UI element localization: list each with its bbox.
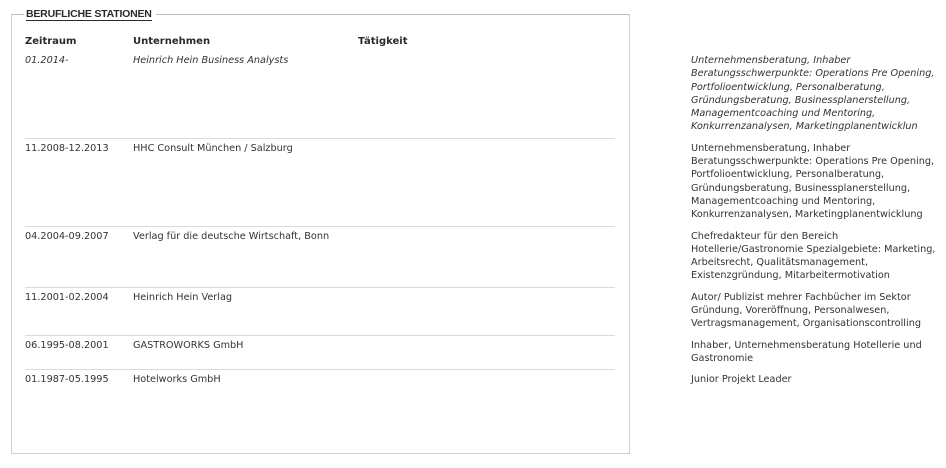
career-table	[25, 51, 936, 391]
table-row	[25, 51, 935, 139]
row-activity: Unternehmensberatung, Inhaber Beratungsschwerpunkte: Operations Pre Opening, Portfolioentwicklung, Personalberatung, Gründungsberatung, Businessplanerstellung, Managementcoaching und Mentoring, Konkurrenzanalysen, Marketingplanentwicklun	[691, 55, 935, 133]
row-period: 11.2001-02.2004	[25, 291, 109, 303]
row-period: 11.2008-12.2013	[25, 142, 109, 154]
row-activity: Autor/ Publizist mehrer Fachbücher im Sektor Gründung, Voreröffnung, Personalwesen, Vertragsmanagement, Organisationscontrolling	[691, 291, 921, 330]
row-activity: Junior Projekt Leader	[691, 374, 792, 386]
table-row	[25, 227, 936, 288]
row-period: 04.2004-09.2007	[25, 230, 109, 242]
row-activity: Inhaber, Unternehmensberatung Hotellerie und Gastronomie	[691, 339, 922, 364]
header-activity: Tätigkeit	[358, 36, 408, 47]
table-row	[25, 370, 792, 390]
row-company: Heinrich Hein Business Analysts	[133, 55, 289, 66]
row-company: Heinrich Hein Verlag	[133, 291, 233, 303]
section-title: BERUFLICHE STATIONEN	[24, 7, 156, 21]
row-period: 01.1987-05.1995	[25, 374, 109, 386]
row-period: 06.1995-08.2001	[25, 339, 109, 351]
row-period: 01.2014-	[25, 55, 69, 66]
row-company: HHC Consult München / Salzburg	[133, 142, 293, 154]
row-company: Hotelworks GmbH	[133, 374, 221, 386]
row-company: Verlag für die deutsche Wirtschaft, Bonn	[133, 230, 330, 242]
row-company: GASTROWORKS GmbH	[133, 339, 244, 351]
table-row	[25, 139, 935, 227]
header-period: Zeitraum	[25, 36, 77, 47]
table-row	[25, 288, 921, 336]
row-activity: Unternehmensberatung, Inhaber Beratungsschwerpunkte: Operations Pre Opening, Portfolioentwicklung, Personalberatung, Gründungsberatung, Businessplanerstellung, Managementcoaching und Mentoring, Konkurrenzanalysen, Marketingplanentwicklung	[691, 142, 935, 221]
header-company: Unternehmen	[133, 36, 211, 47]
row-activity: Chefredakteur für den Bereich Hotellerie/Gastronomie Spezialgebiete: Marketing, Arbeitsrecht, Qualitätsmanagement, Existenzgründung, Mitarbeitermotivation	[691, 230, 936, 282]
table-row	[25, 336, 922, 371]
